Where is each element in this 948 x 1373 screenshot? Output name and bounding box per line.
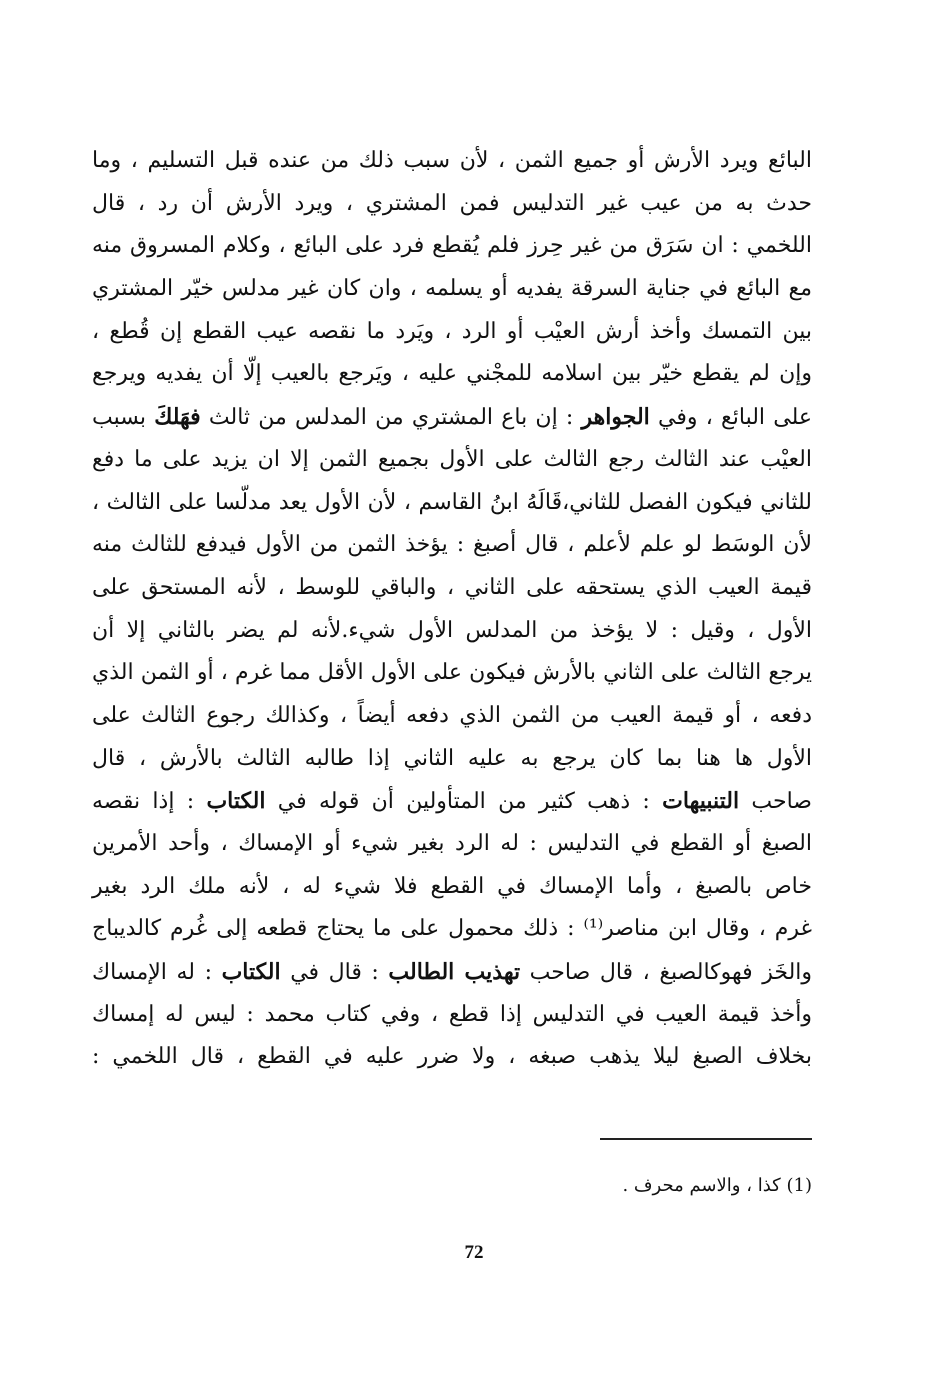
- footnote-separator: [600, 1138, 812, 1140]
- footnote-reference: ⁽¹⁾: [583, 916, 604, 942]
- bold-term-tanbihat: التنبيهات: [662, 788, 740, 815]
- bold-term-tahdhib: تهذيب الطالب: [388, 959, 521, 986]
- bold-term-kitab: الكتاب: [206, 788, 266, 815]
- page-number: 72: [464, 1242, 484, 1263]
- bold-term-halak: فهَلكَ: [154, 404, 201, 431]
- bold-term-jawahir: الجواهر: [581, 404, 650, 431]
- text-line: قيمة العيب الذي يستحقه على الثاني ، والباقي للوسط ، لأنه المستحق على: [92, 574, 812, 600]
- text-line: بخلاف الصبغ ليلا يذهب صبغه ، ولا ضرر عليه في القطع ، قال اللخمي :: [92, 1044, 812, 1070]
- text-line: دفعه ، أو قيمة العيب من الثمن الذي دفعه أيضاً ، وكذالك رجوع الثالث على: [92, 702, 812, 728]
- footnote-text: كذا ، والاسم محرف .: [622, 1175, 781, 1196]
- text-line: بين التمسك وأخذ أرش العيْب أو الرد ، ويَرد ما نقصه عيب القطع إن قُطع ،: [92, 318, 812, 344]
- text-line: مع البائع في جناية السرقة يفديه أو يسلمه ، وان كان غير مدلس خيّر المشتري: [92, 276, 812, 302]
- text-line: اللخمي : ان سَرَق من غير حِرز فلم يُقطع فرد على البائع ، وكلام المسروق منه: [92, 233, 812, 259]
- text-line: غرم ، وقال ابن مناصر⁽¹⁾ : ذلك محمول على ما يحتاج قطعه إلى غُرم كالديباج: [92, 916, 812, 942]
- page-body-text: [92, 140, 812, 1079]
- text-line: على البائع ، وفي الجواهر : إن باع المشتري من المدلس من ثالث فهَلكَ بسبب: [92, 404, 812, 431]
- text-line: الأول ، وقيل : لا يؤخذ من المدلس الأول شيء.لأنه لم يضر بالثاني إلا أن: [92, 617, 812, 643]
- text-line: حدث به من عيب غير التدليس فمن المشتري ، ويرد الأرش أن رد ، قال: [92, 190, 812, 216]
- text-line: وأخذ قيمة العيب في التدليس إذا قطع ، وفي كتاب محمد : ليس له إمساك: [92, 1001, 812, 1027]
- text-line: خاص بالصبغ ، وأما الإمساك في القطع فلا شيء له ، لأنه ملك الرد بغير: [92, 873, 812, 899]
- text-line: لأن الوسَط لو علم لأعلم ، قال أصبغ : يؤخذ الثمن من الأول فيدفع للثالث منه: [92, 532, 812, 558]
- text-line: يرجع الثالث على الثاني بالأرش فيكون على الأول الأقل مما غرم ، أو الثمن الذي: [92, 660, 812, 686]
- text-line: البائع ويرد الأرش أو جميع الثمن ، لأن سبب ذلك من عنده قبل التسليم ، وما: [92, 148, 812, 173]
- text-line: للثاني فيكون الفصل للثاني،قَالَهُ ابنُ القاسم ، لأن الأول يعد مدلّسا على الثالث ،: [92, 489, 812, 515]
- text-line: العيْب عند الثالث رجع الثالث على الأول بجميع الثمن إلا ان يزيد على ما دفع: [92, 446, 812, 472]
- text-line: الأول ها هنا بما كان يرجع به عليه الثاني إذا طالبه الثالث بالأرش ، قال: [92, 745, 812, 771]
- text-line: والخَز فهوكالصبغ ، قال صاحب تهذيب الطالب : قال في الكتاب : له الإمساك: [92, 959, 813, 986]
- text-line: وإن لم يقطع خيّر بين اسلامه للمجْني عليه ، ويَرجع بالعيب إلّا أن يفديه ويرجع: [92, 361, 812, 387]
- bold-term-kitab: الكتاب: [221, 959, 281, 986]
- footnote-marker: (1): [786, 1175, 812, 1196]
- text-line: الصبغ أو القطع في التدليس : له الرد بغير شيء أو الإمساك ، وأحد الأمرين: [92, 831, 812, 856]
- text-line: صاحب التنبيهات : ذهب كثير من المتأولين أن قوله في الكتاب : إذا نقصه: [92, 788, 812, 815]
- footnote: [622, 1175, 812, 1196]
